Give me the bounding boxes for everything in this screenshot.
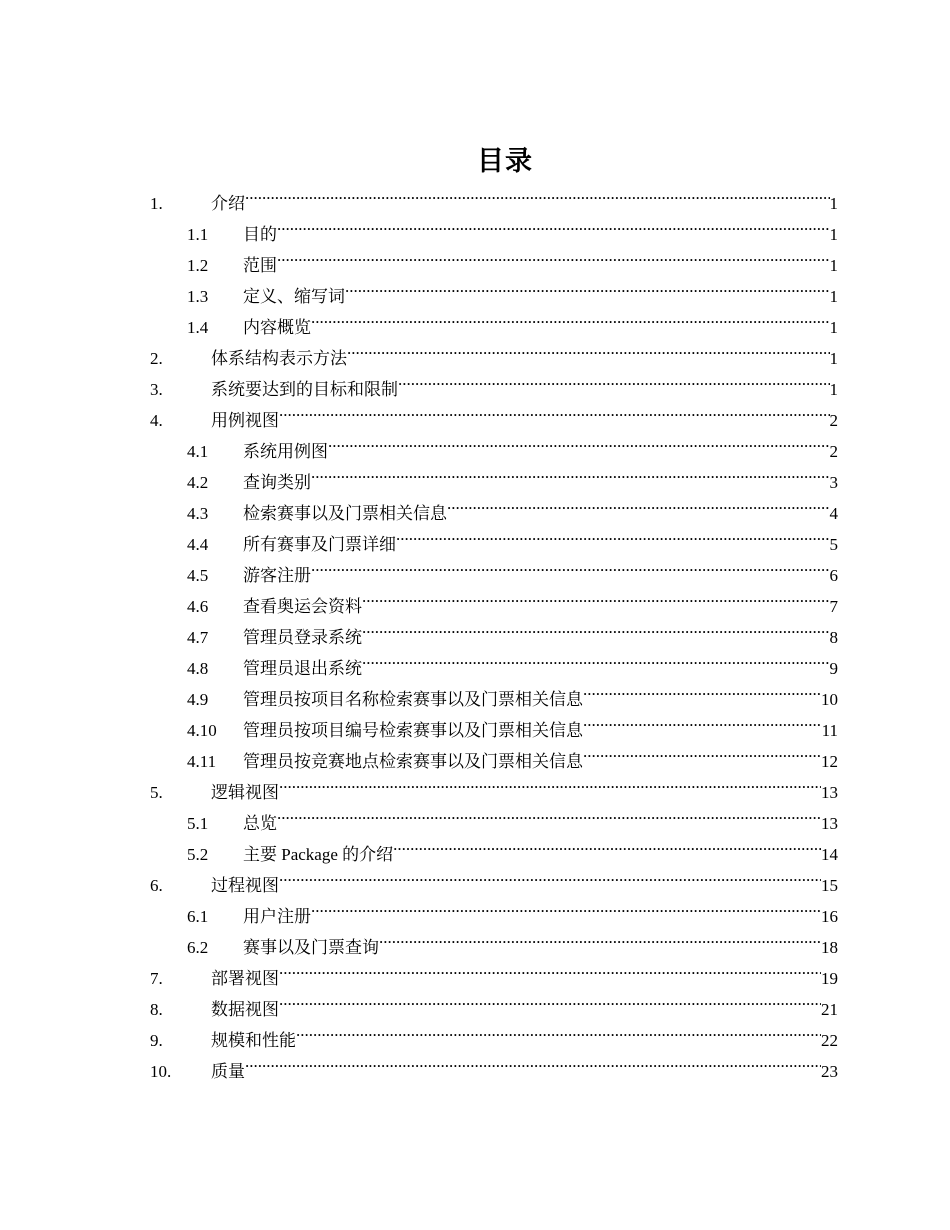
- toc-entry-title: 系统用例图: [243, 442, 328, 461]
- toc-entry-title: 介绍: [211, 194, 245, 213]
- toc-entry-title: 目的: [243, 225, 277, 244]
- toc-entry-page-number: 7: [829, 597, 838, 616]
- toc-entry-page-number: 1: [829, 225, 838, 244]
- toc-entry-page-number: 2: [829, 411, 838, 430]
- toc-entry-page-number: 13: [821, 783, 838, 802]
- dot-leader: [277, 209, 830, 240]
- toc-entry-number: 4.4: [187, 535, 209, 554]
- toc-entry-number: 1.1: [187, 225, 209, 244]
- dot-leader: [379, 922, 821, 953]
- dot-leader: [311, 302, 830, 333]
- toc-entry-number: 5.1: [187, 814, 209, 833]
- toc-entry-page-number: 2: [829, 442, 838, 461]
- dot-leader: [396, 519, 830, 550]
- dot-leader: [245, 1046, 821, 1077]
- toc-entry-page-number: 11: [821, 721, 838, 740]
- toc-entry-title: 部署视图: [211, 969, 279, 988]
- toc-entry-number: 9.: [150, 1031, 163, 1050]
- toc-entry-title: 管理员退出系统: [243, 659, 362, 678]
- toc-entry-number: 4.8: [187, 659, 209, 678]
- toc-entry-number: 10.: [150, 1062, 172, 1081]
- toc-entry-page-number: 21: [821, 1000, 838, 1019]
- toc-entry-number: 6.: [150, 876, 163, 895]
- toc-entry-title: 所有赛事及门票详细: [243, 535, 396, 554]
- dot-leader: [311, 457, 830, 488]
- toc-entry-title: 数据视图: [211, 1000, 279, 1019]
- toc-entry-page-number: 22: [821, 1031, 838, 1050]
- dot-leader: [296, 1015, 821, 1046]
- toc-entry-title: 过程视图: [211, 876, 279, 895]
- dot-leader: [279, 860, 821, 891]
- dot-leader: [347, 333, 830, 364]
- toc-entry-title: 总览: [243, 814, 277, 833]
- toc-entry-page-number: 23: [821, 1062, 838, 1081]
- toc-entry-page-number: 1: [829, 194, 838, 213]
- toc-entry-page-number: 1: [829, 380, 838, 399]
- toc-entry-number: 4.1: [187, 442, 209, 461]
- dot-leader: [398, 364, 830, 395]
- toc-entry-number: 4.11: [187, 752, 217, 771]
- toc-entry[interactable]: [150, 178, 838, 213]
- toc-entry-title: 规模和性能: [211, 1031, 296, 1050]
- toc-entry-title: 查询类别: [243, 473, 311, 492]
- toc-entry-number: 3.: [150, 380, 163, 399]
- table-of-contents: [150, 178, 838, 1081]
- toc-entry-title: 体系结构表示方法: [211, 349, 347, 368]
- dot-leader: [279, 767, 821, 798]
- toc-entry-title: 内容概览: [243, 318, 311, 337]
- toc-entry-number: 4.2: [187, 473, 209, 492]
- toc-entry-number: 8.: [150, 1000, 163, 1019]
- dot-leader: [583, 674, 821, 705]
- toc-entry-page-number: 4: [829, 504, 838, 523]
- dot-leader: [328, 426, 830, 457]
- dot-leader: [447, 488, 830, 519]
- toc-entry-number: 4.: [150, 411, 163, 430]
- toc-entry-number: 4.6: [187, 597, 209, 616]
- dot-leader: [583, 736, 821, 767]
- toc-entry-number: 1.: [150, 194, 163, 213]
- toc-title: 目录: [477, 146, 533, 176]
- toc-entry-number: 7.: [150, 969, 163, 988]
- toc-entry-title: 检索赛事以及门票相关信息: [243, 504, 447, 523]
- toc-entry-title: 主要 Package 的介绍: [243, 845, 394, 864]
- toc-entry-page-number: 1: [829, 287, 838, 306]
- toc-entry-page-number: 13: [821, 814, 838, 833]
- toc-entry-title: 范围: [243, 256, 277, 275]
- dot-leader: [279, 984, 821, 1015]
- toc-entry-page-number: 1: [829, 349, 838, 368]
- toc-entry-title: 管理员登录系统: [243, 628, 362, 647]
- toc-entry-number: 1.2: [187, 256, 209, 275]
- toc-entry-title: 系统要达到的目标和限制: [211, 380, 398, 399]
- dot-leader: [277, 240, 830, 271]
- toc-entry-number: 5.2: [187, 845, 209, 864]
- dot-leader: [279, 395, 830, 426]
- toc-entry-title: 用户注册: [243, 907, 311, 926]
- toc-entry[interactable]: [150, 209, 838, 244]
- toc-entry-page-number: 5: [829, 535, 838, 554]
- dot-leader: [277, 798, 821, 829]
- toc-entry-title: 管理员按竞赛地点检索赛事以及门票相关信息: [243, 752, 583, 771]
- toc-entry-page-number: 3: [829, 473, 838, 492]
- toc-entry-number: 6.2: [187, 938, 209, 957]
- toc-entry-number: 5.: [150, 783, 163, 802]
- dot-leader: [311, 891, 821, 922]
- toc-entry-page-number: 1: [829, 318, 838, 337]
- dot-leader: [245, 178, 830, 209]
- toc-entry-number: 2.: [150, 349, 163, 368]
- toc-entry-title: 赛事以及门票查询: [243, 938, 379, 957]
- toc-entry-page-number: 1: [829, 256, 838, 275]
- toc-entry-title: 逻辑视图: [211, 783, 279, 802]
- toc-entry-title: 管理员按项目编号检索赛事以及门票相关信息: [243, 721, 583, 740]
- toc-entry-page-number: 8: [829, 628, 838, 647]
- toc-entry-page-number: 14: [821, 845, 838, 864]
- toc-entry-page-number: 19: [821, 969, 838, 988]
- dot-leader: [345, 271, 830, 302]
- dot-leader: [279, 953, 821, 984]
- toc-entry-title: 查看奥运会资料: [243, 597, 362, 616]
- toc-entry-page-number: 6: [829, 566, 838, 585]
- dot-leader: [393, 829, 821, 860]
- toc-entry-number: 4.5: [187, 566, 209, 585]
- toc-entry-title: 管理员按项目名称检索赛事以及门票相关信息: [243, 690, 583, 709]
- toc-entry-number: 4.10: [187, 721, 217, 740]
- dot-leader: [311, 550, 830, 581]
- toc-entry-number: 4.9: [187, 690, 209, 709]
- toc-entry-page-number: 16: [821, 907, 838, 926]
- toc-entry-title: 质量: [211, 1062, 245, 1081]
- toc-entry-page-number: 9: [829, 659, 838, 678]
- toc-entry-page-number: 12: [821, 752, 838, 771]
- toc-entry-number: 4.3: [187, 504, 209, 523]
- toc-entry-title: 游客注册: [243, 566, 311, 585]
- toc-entry-page-number: 10: [821, 690, 838, 709]
- dot-leader: [362, 643, 830, 674]
- toc-entry-title: 用例视图: [211, 411, 279, 430]
- toc-entry-title: 定义、缩写词: [243, 287, 345, 306]
- dot-leader: [583, 705, 822, 736]
- toc-entry-number: 1.4: [187, 318, 209, 337]
- toc-entry-number: 6.1: [187, 907, 209, 926]
- toc-entry[interactable]: [150, 1046, 838, 1081]
- toc-entry-number: 4.7: [187, 628, 209, 647]
- dot-leader: [362, 612, 830, 643]
- toc-entry-page-number: 15: [821, 876, 838, 895]
- dot-leader: [362, 581, 830, 612]
- toc-entry-number: 1.3: [187, 287, 209, 306]
- toc-entry-page-number: 18: [821, 938, 838, 957]
